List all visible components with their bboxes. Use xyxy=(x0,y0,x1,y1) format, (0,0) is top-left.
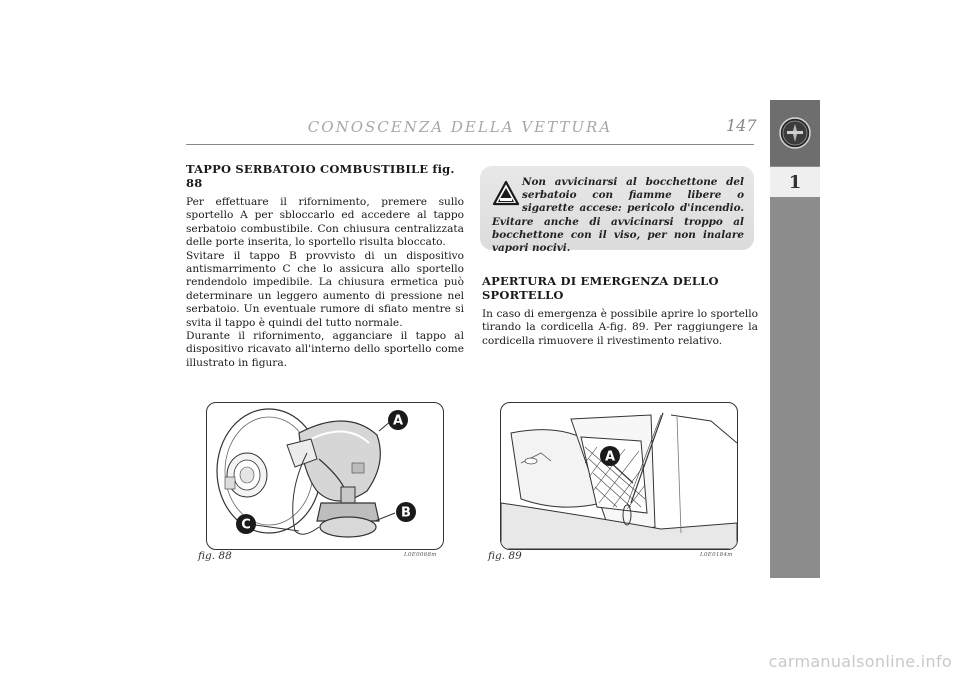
lancia-logo-icon xyxy=(778,116,812,150)
warning-box xyxy=(480,166,754,255)
label-a-marker xyxy=(599,445,621,467)
paragraph: Durante il rifornimento, agganciare il tappo al dispositivo ricavato all'interno dello sportello come illustrato in figura. xyxy=(186,330,464,369)
svg-text:A: A xyxy=(604,449,616,465)
section-heading-fuel-cap: TAPPO SERBATOIO COMBUSTIBILE fig. 88 xyxy=(186,162,455,190)
label-c-marker xyxy=(235,513,257,535)
chapter-number: 1 xyxy=(770,167,820,197)
trunk-illustration xyxy=(501,403,737,549)
page-number: 147 xyxy=(726,116,757,135)
watermark: carmanualsonline.info xyxy=(768,652,952,671)
figure-89-caption: fig. 89 xyxy=(488,550,522,562)
label-b-marker xyxy=(395,501,417,523)
warning-text: Non avvicinarsi al bocchettone del serbatoio con fiamme libere o sigarette accese: pericolo d'incendio. Evitare anche di avvicinarsi troppo al bocchettone con il viso, per non inalare vapori nocivi. xyxy=(492,176,744,255)
paragraph: In caso di emergenza è possibile aprire lo sportello tirando la cordicella A-fig. 89. Per raggiungere la cordicella rimuovere il rivestimento relativo. xyxy=(482,308,758,347)
figure-88-caption: fig. 88 xyxy=(198,550,232,562)
right-column xyxy=(482,274,758,348)
svg-text:C: C xyxy=(241,517,251,533)
figure-88-code: L0E0068m xyxy=(404,552,437,558)
logo-box xyxy=(770,100,820,166)
paragraph: Per effettuare il rifornimento, premere sullo sportello A per sbloccarlo ed accedere al tappo serbatoio combustibile. Con chiusura centralizzata delle porte inserita, lo sportello risulta bloccato. xyxy=(186,196,464,249)
svg-text:B: B xyxy=(401,505,411,521)
figure-89-code: L0E0184m xyxy=(700,552,733,558)
figure-88 xyxy=(206,402,444,550)
svg-text:A: A xyxy=(392,413,404,429)
section-heading-emergency-opening: APERTURA DI EMERGENZA DELLO SPORTELLO xyxy=(482,274,719,302)
header-rule xyxy=(186,144,754,145)
chapter-side-tab[interactable] xyxy=(770,100,820,578)
page-header-title: CONOSCENZA DELLA VETTURA xyxy=(307,118,613,136)
figure-89 xyxy=(500,402,738,550)
label-a-marker xyxy=(387,409,409,431)
paragraph: Svitare il tappo B provvisto di un dispositivo antismarrimento C che lo assicura allo sportello rendendolo impedibile. La chiusura ermetica può determinare un leggero aumento di pressione nel serbatoio. Un eventuale rumore di sfiato mentre si svita il tappo è quindi del tutto normale. xyxy=(186,249,464,329)
left-column xyxy=(186,162,464,370)
